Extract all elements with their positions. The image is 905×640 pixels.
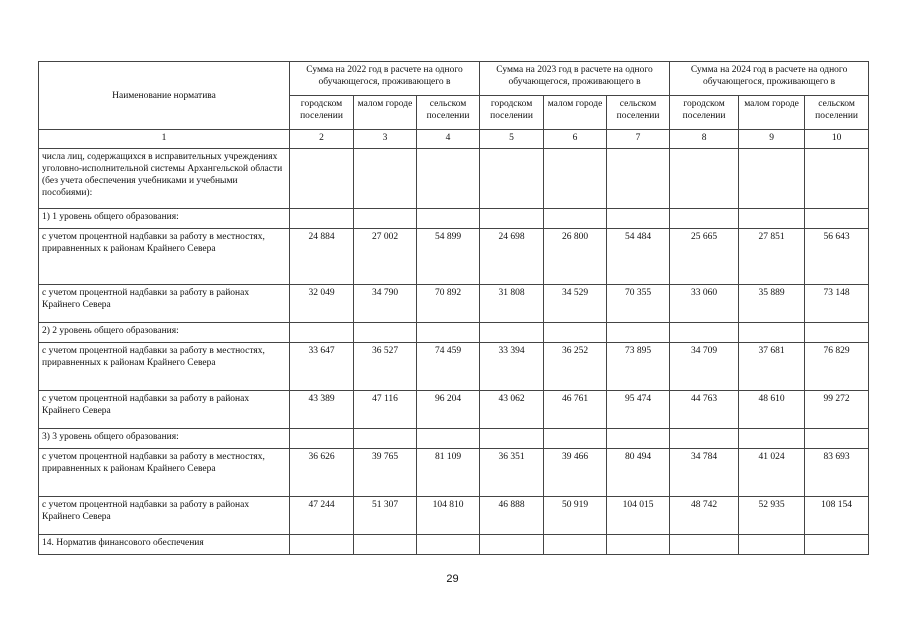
value-cell [805, 149, 869, 209]
value-cell [480, 535, 544, 555]
row-label: с учетом процентной надбавки за работу в районах Крайнего Севера [39, 285, 290, 323]
value-cell: 48 610 [739, 391, 805, 429]
value-cell: 52 935 [739, 497, 805, 535]
value-cell: 36 252 [544, 343, 607, 391]
value-cell [354, 209, 417, 229]
value-cell: 25 665 [670, 229, 739, 285]
column-number: 2 [290, 130, 354, 149]
header-norm-name: Наименование норматива [39, 62, 290, 130]
value-cell: 41 024 [739, 449, 805, 497]
table-row [39, 209, 869, 229]
value-cell: 27 002 [354, 229, 417, 285]
row-label: с учетом процентной надбавки за работу в районах Крайнего Севера [39, 497, 290, 535]
value-cell: 50 919 [544, 497, 607, 535]
table-row [39, 343, 869, 391]
value-cell: 76 829 [805, 343, 869, 391]
value-cell [607, 209, 670, 229]
value-cell: 44 763 [670, 391, 739, 429]
value-cell [670, 209, 739, 229]
value-cell: 39 765 [354, 449, 417, 497]
subheader-rural: сельском поселении [417, 96, 480, 130]
value-cell [354, 429, 417, 449]
value-cell [670, 429, 739, 449]
value-cell: 43 389 [290, 391, 354, 429]
row-label: с учетом процентной надбавки за работу в районах Крайнего Севера [39, 391, 290, 429]
column-number: 6 [544, 130, 607, 149]
column-number: 4 [417, 130, 480, 149]
value-cell [739, 535, 805, 555]
table-row [39, 229, 869, 285]
value-cell: 99 272 [805, 391, 869, 429]
value-cell [290, 323, 354, 343]
value-cell: 37 681 [739, 343, 805, 391]
value-cell [417, 323, 480, 343]
value-cell: 104 015 [607, 497, 670, 535]
value-cell [607, 535, 670, 555]
value-cell [607, 149, 670, 209]
value-cell [739, 149, 805, 209]
value-cell: 27 851 [739, 229, 805, 285]
value-cell [290, 149, 354, 209]
table-row [39, 449, 869, 497]
table-row [39, 535, 869, 555]
value-cell [805, 323, 869, 343]
subheader-urban: городском поселении [290, 96, 354, 130]
column-number: 1 [39, 130, 290, 149]
value-cell [670, 323, 739, 343]
value-cell [480, 209, 544, 229]
column-number: 10 [805, 130, 869, 149]
value-cell [805, 535, 869, 555]
value-cell [544, 149, 607, 209]
value-cell [805, 209, 869, 229]
value-cell [417, 429, 480, 449]
value-cell [739, 429, 805, 449]
value-cell: 43 062 [480, 391, 544, 429]
table-row [39, 391, 869, 429]
row-label: 14. Норматив финансового обеспечения [39, 535, 290, 555]
value-cell: 33 647 [290, 343, 354, 391]
value-cell: 33 394 [480, 343, 544, 391]
header-2023: Сумма на 2023 год в расчете на одного обучающегося, проживающего в [480, 62, 670, 96]
value-cell [739, 323, 805, 343]
subheader-urban: городском поселении [480, 96, 544, 130]
subheader-small-town: малом городе [739, 96, 805, 130]
row-label: с учетом процентной надбавки за работу в местностях, приравненных к районам Крайнего Севера [39, 229, 290, 285]
value-cell: 34 790 [354, 285, 417, 323]
value-cell [480, 149, 544, 209]
value-cell: 70 892 [417, 285, 480, 323]
value-cell: 95 474 [607, 391, 670, 429]
header-2024: Сумма на 2024 год в расчете на одного обучающегося, проживающего в [670, 62, 869, 96]
value-cell [544, 535, 607, 555]
row-label: 2) 2 уровень общего образования: [39, 323, 290, 343]
value-cell: 108 154 [805, 497, 869, 535]
value-cell [290, 429, 354, 449]
value-cell: 36 527 [354, 343, 417, 391]
value-cell [354, 535, 417, 555]
value-cell [480, 429, 544, 449]
table-row [39, 323, 869, 343]
column-number: 3 [354, 130, 417, 149]
value-cell: 26 800 [544, 229, 607, 285]
value-cell [670, 535, 739, 555]
subheader-small-town: малом городе [354, 96, 417, 130]
value-cell: 34 529 [544, 285, 607, 323]
value-cell: 46 888 [480, 497, 544, 535]
table-row [39, 149, 869, 209]
page-number: 29 [446, 573, 459, 585]
value-cell [417, 149, 480, 209]
row-label: с учетом процентной надбавки за работу в местностях, приравненных к районам Крайнего Севера [39, 343, 290, 391]
value-cell: 46 761 [544, 391, 607, 429]
row-label: 3) 3 уровень общего образования: [39, 429, 290, 449]
column-numbers-row [39, 130, 869, 149]
subheader-urban: городском поселении [670, 96, 739, 130]
value-cell [805, 429, 869, 449]
value-cell: 34 784 [670, 449, 739, 497]
column-number: 5 [480, 130, 544, 149]
value-cell: 34 709 [670, 343, 739, 391]
row-label: числа лиц, содержащихся в исправительных учреждениях уголовно-исполнительной системы Архангельской области (без учета обеспечения учебниками и учебными пособиями): [39, 149, 290, 209]
value-cell: 51 307 [354, 497, 417, 535]
value-cell [739, 209, 805, 229]
column-number: 8 [670, 130, 739, 149]
subheader-rural: сельском поселении [607, 96, 670, 130]
value-cell: 73 895 [607, 343, 670, 391]
value-cell: 36 626 [290, 449, 354, 497]
value-cell: 83 693 [805, 449, 869, 497]
value-cell: 24 698 [480, 229, 544, 285]
normatives-table [38, 61, 869, 555]
value-cell [354, 149, 417, 209]
value-cell [480, 323, 544, 343]
value-cell: 35 889 [739, 285, 805, 323]
header-2022: Сумма на 2022 год в расчете на одного обучающегося, проживающего в [290, 62, 480, 96]
value-cell [544, 209, 607, 229]
value-cell: 36 351 [480, 449, 544, 497]
value-cell: 80 494 [607, 449, 670, 497]
value-cell: 54 899 [417, 229, 480, 285]
value-cell: 24 884 [290, 229, 354, 285]
value-cell: 73 148 [805, 285, 869, 323]
value-cell: 70 355 [607, 285, 670, 323]
value-cell: 81 109 [417, 449, 480, 497]
row-label: 1) 1 уровень общего образования: [39, 209, 290, 229]
column-number: 7 [607, 130, 670, 149]
value-cell: 56 643 [805, 229, 869, 285]
value-cell [290, 209, 354, 229]
subheader-rural: сельском поселении [805, 96, 869, 130]
value-cell: 104 810 [417, 497, 480, 535]
table-row [39, 285, 869, 323]
value-cell [417, 535, 480, 555]
subheader-small-town: малом городе [544, 96, 607, 130]
value-cell: 48 742 [670, 497, 739, 535]
value-cell [607, 323, 670, 343]
value-cell [544, 429, 607, 449]
value-cell: 47 116 [354, 391, 417, 429]
value-cell [354, 323, 417, 343]
value-cell [544, 323, 607, 343]
value-cell: 96 204 [417, 391, 480, 429]
column-number: 9 [739, 130, 805, 149]
value-cell: 39 466 [544, 449, 607, 497]
table-row [39, 497, 869, 535]
value-cell: 54 484 [607, 229, 670, 285]
value-cell [290, 535, 354, 555]
value-cell [670, 149, 739, 209]
value-cell: 33 060 [670, 285, 739, 323]
value-cell: 32 049 [290, 285, 354, 323]
row-label: с учетом процентной надбавки за работу в местностях, приравненных к районам Крайнего Севера [39, 449, 290, 497]
table-row [39, 429, 869, 449]
value-cell: 31 808 [480, 285, 544, 323]
value-cell: 47 244 [290, 497, 354, 535]
value-cell: 74 459 [417, 343, 480, 391]
value-cell [607, 429, 670, 449]
value-cell [417, 209, 480, 229]
